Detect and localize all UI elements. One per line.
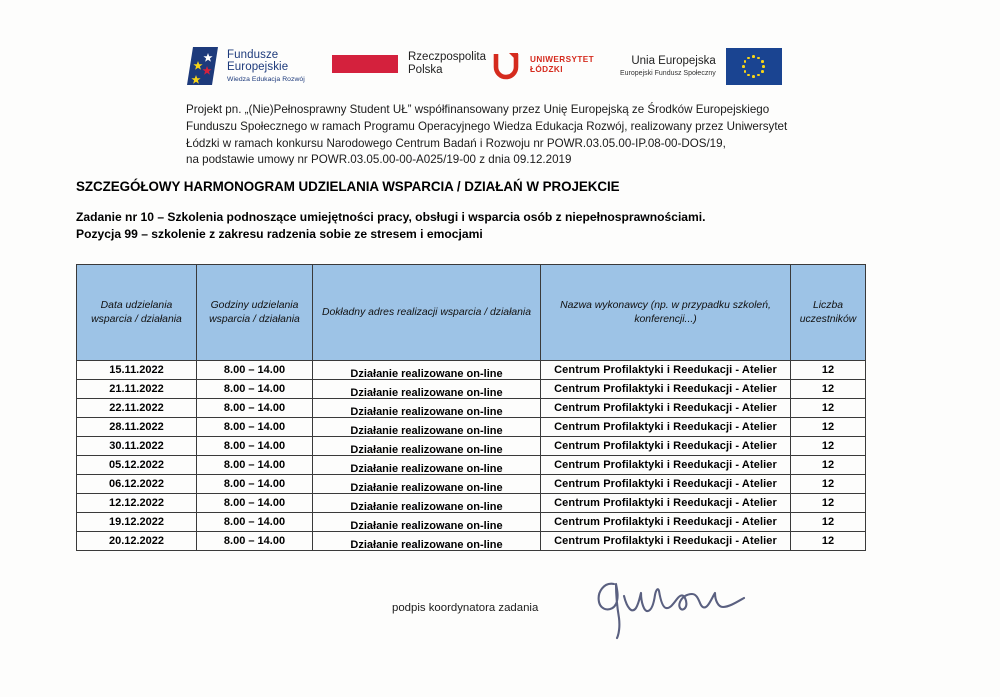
cell-address-text: Działanie realizowane on-line (350, 425, 503, 437)
page-title: SZCZEGÓŁOWY HARMONOGRAM UDZIELANIA WSPARCIA / DZIAŁAŃ W PROJEKCIE (76, 179, 620, 194)
column-header-date: Data udzielania wsparcia / działania (77, 265, 197, 361)
cell-address-text: Działanie realizowane on-line (350, 520, 503, 532)
cell-participants: 12 (791, 494, 866, 513)
eu-star (742, 65, 745, 68)
cell-hours: 8.00 – 14.00 (197, 513, 313, 532)
fundusze-europejskie-icon (186, 44, 220, 88)
cell-executor (541, 456, 791, 475)
cell-address-text: Działanie realizowane on-line (350, 368, 503, 380)
task-subtitle-line-1: Zadanie nr 10 – Szkolenia podnoszące umiejętności pracy, obsługi i wsparcia osób z niepełnosprawnościami. (76, 210, 706, 224)
cell-executor-text: Centrum Profilaktyki i Reedukacji - Atelier (554, 383, 777, 395)
fe-line-1: Fundusze (227, 49, 279, 62)
cell-participants: 12 (791, 437, 866, 456)
eu-star (761, 70, 764, 73)
cell-executor-text: Centrum Profilaktyki i Reedukacji - Atelier (554, 497, 777, 509)
rzeczpospolita-wordmark (408, 51, 486, 77)
cell-date: 20.12.2022 (77, 532, 197, 551)
cell-address-text: Działanie realizowane on-line (350, 406, 503, 418)
column-header-executor: Nazwa wykonawcy (np. w przypadku szkoleń, konferencji...) (541, 265, 791, 361)
fe-line-3: Wiedza Edukacja Rozwój (227, 75, 305, 83)
table-row (77, 456, 866, 475)
polish-flag-icon (332, 55, 398, 73)
cell-participants: 12 (791, 513, 866, 532)
eu-star (757, 74, 760, 77)
ue-line-2: Europejski Fundusz Społeczny (620, 70, 716, 78)
schedule-table (76, 264, 866, 551)
eu-star (747, 74, 750, 77)
ul-line-2: ŁÓDZKI (530, 65, 563, 74)
cell-address-text: Działanie realizowane on-line (350, 387, 503, 399)
table-row (77, 418, 866, 437)
cell-hours: 8.00 – 14.00 (197, 361, 313, 380)
project-description-line-2: Funduszu Społecznego w ramach Programu Operacyjnego Wiedza Edukacja Rozwój, realizowany przez Uniwersytet (186, 119, 788, 133)
table-row (77, 532, 866, 551)
column-header-participants: Liczba uczestników (791, 265, 866, 361)
cell-participants: 12 (791, 475, 866, 494)
eu-star (752, 55, 755, 58)
cell-hours: 8.00 – 14.00 (197, 399, 313, 418)
cell-date: 12.12.2022 (77, 494, 197, 513)
cell-executor-text: Centrum Profilaktyki i Reedukacji - Atelier (554, 478, 777, 490)
cell-address (313, 532, 541, 551)
cell-address-text: Działanie realizowane on-line (350, 463, 503, 475)
cell-participants: 12 (791, 456, 866, 475)
cell-participants: 12 (791, 399, 866, 418)
cell-hours: 8.00 – 14.00 (197, 494, 313, 513)
cell-address (313, 456, 541, 475)
cell-date: 15.11.2022 (77, 361, 197, 380)
cell-date: 06.12.2022 (77, 475, 197, 494)
cell-address (313, 475, 541, 494)
cell-address (313, 399, 541, 418)
cell-executor (541, 532, 791, 551)
cell-address (313, 418, 541, 437)
project-description (186, 102, 786, 169)
cell-address (313, 361, 541, 380)
cell-hours: 8.00 – 14.00 (197, 437, 313, 456)
cell-executor (541, 437, 791, 456)
cell-address (313, 513, 541, 532)
cell-date: 05.12.2022 (77, 456, 197, 475)
logo-unia-europejska (620, 48, 782, 85)
cell-address-text: Działanie realizowane on-line (350, 501, 503, 513)
cell-executor (541, 380, 791, 399)
table-row (77, 361, 866, 380)
fundusze-europejskie-wordmark (227, 49, 305, 83)
table-row (77, 475, 866, 494)
signature-label: podpis koordynatora zadania (392, 602, 539, 614)
logo-fundusze-europejskie (186, 44, 305, 88)
table-row (77, 513, 866, 532)
eu-star (757, 57, 760, 60)
table-body (77, 361, 866, 551)
cell-participants: 12 (791, 418, 866, 437)
cell-executor-text: Centrum Profilaktyki i Reedukacji - Atelier (554, 421, 777, 433)
cell-date: 30.11.2022 (77, 437, 197, 456)
uniwersytet-lodzki-icon (492, 50, 522, 80)
uniwersytet-lodzki-wordmark (530, 55, 594, 76)
eu-flag-icon (726, 48, 782, 85)
ue-line-1: Unia Europejska (631, 54, 716, 67)
cell-participants: 12 (791, 361, 866, 380)
eu-star (761, 60, 764, 63)
cell-executor (541, 418, 791, 437)
cell-executor-text: Centrum Profilaktyki i Reedukacji - Atelier (554, 402, 777, 414)
ul-mark-svg (492, 50, 522, 80)
handwritten-signature (586, 562, 766, 640)
rp-line-2: Polska (408, 64, 443, 77)
table-row (77, 399, 866, 418)
project-description-line-1: Projekt pn. „(Nie)Pełnosprawny Student UŁ” współfinansowany przez Unię Europejską ze Środków Europejskiego (186, 103, 770, 116)
cell-executor-text: Centrum Profilaktyki i Reedukacji - Atelier (554, 516, 777, 528)
rp-line-1: Rzeczpospolita (408, 51, 486, 63)
cell-executor (541, 475, 791, 494)
table-header (77, 265, 866, 361)
cell-address (313, 437, 541, 456)
cell-executor (541, 513, 791, 532)
eu-star (747, 57, 750, 60)
cell-participants: 12 (791, 532, 866, 551)
eu-star (752, 75, 755, 78)
column-header-address: Dokładny adres realizacji wsparcia / działania (313, 265, 541, 361)
cell-participants: 12 (791, 380, 866, 399)
cell-executor-text: Centrum Profilaktyki i Reedukacji - Atelier (554, 459, 777, 471)
cell-executor-text: Centrum Profilaktyki i Reedukacji - Atelier (554, 535, 777, 547)
table-header-row (77, 265, 866, 361)
cell-address (313, 380, 541, 399)
fe-line-2: Europejskie (227, 61, 289, 74)
eu-star (744, 70, 747, 73)
project-description-line-3: Łódzki w ramach konkursu Narodowego Centrum Badań i Rozwoju nr POWR.03.05.00-IP.08-00-DOS/19, (186, 136, 726, 150)
cell-hours: 8.00 – 14.00 (197, 418, 313, 437)
logo-uniwersytet-lodzki (492, 50, 594, 80)
project-description-line-4: na podstawie umowy nr POWR.03.05.00-00-A025/19-00 z dnia 09.12.2019 (186, 153, 572, 167)
eu-star (762, 65, 765, 68)
cell-address-text: Działanie realizowane on-line (350, 482, 503, 494)
cell-date: 28.11.2022 (77, 418, 197, 437)
cell-date: 21.11.2022 (77, 380, 197, 399)
cell-date: 19.12.2022 (77, 513, 197, 532)
cell-executor (541, 494, 791, 513)
cell-address-text: Działanie realizowane on-line (350, 539, 503, 551)
table-row (77, 437, 866, 456)
task-subtitle (76, 209, 706, 243)
cell-executor (541, 399, 791, 418)
task-subtitle-line-2: Pozycja 99 – szkolenie z zakresu radzenia sobie ze stresem i emocjami (76, 227, 483, 242)
cell-address (313, 494, 541, 513)
table-row (77, 380, 866, 399)
cell-executor-text: Centrum Profilaktyki i Reedukacji - Atelier (554, 364, 777, 376)
eu-flag-stars (742, 55, 766, 79)
table-row (77, 494, 866, 513)
cell-hours: 8.00 – 14.00 (197, 456, 313, 475)
cell-hours: 8.00 – 14.00 (197, 532, 313, 551)
signature-svg (586, 562, 766, 640)
cell-hours: 8.00 – 14.00 (197, 380, 313, 399)
unia-europejska-wordmark (620, 55, 716, 78)
fundusze-europejskie-mark-svg (186, 44, 220, 88)
logo-strip (0, 18, 1000, 83)
column-header-hours: Godziny udzielania wsparcia / działania (197, 265, 313, 361)
cell-executor-text: Centrum Profilaktyki i Reedukacji - Atelier (554, 440, 777, 452)
cell-date: 22.11.2022 (77, 399, 197, 418)
logo-rzeczpospolita-polska (332, 51, 486, 77)
cell-hours: 8.00 – 14.00 (197, 475, 313, 494)
cell-executor (541, 361, 791, 380)
eu-star (744, 60, 747, 63)
ul-line-1: UNIWERSYTET (530, 54, 594, 64)
cell-address-text: Działanie realizowane on-line (350, 444, 503, 456)
